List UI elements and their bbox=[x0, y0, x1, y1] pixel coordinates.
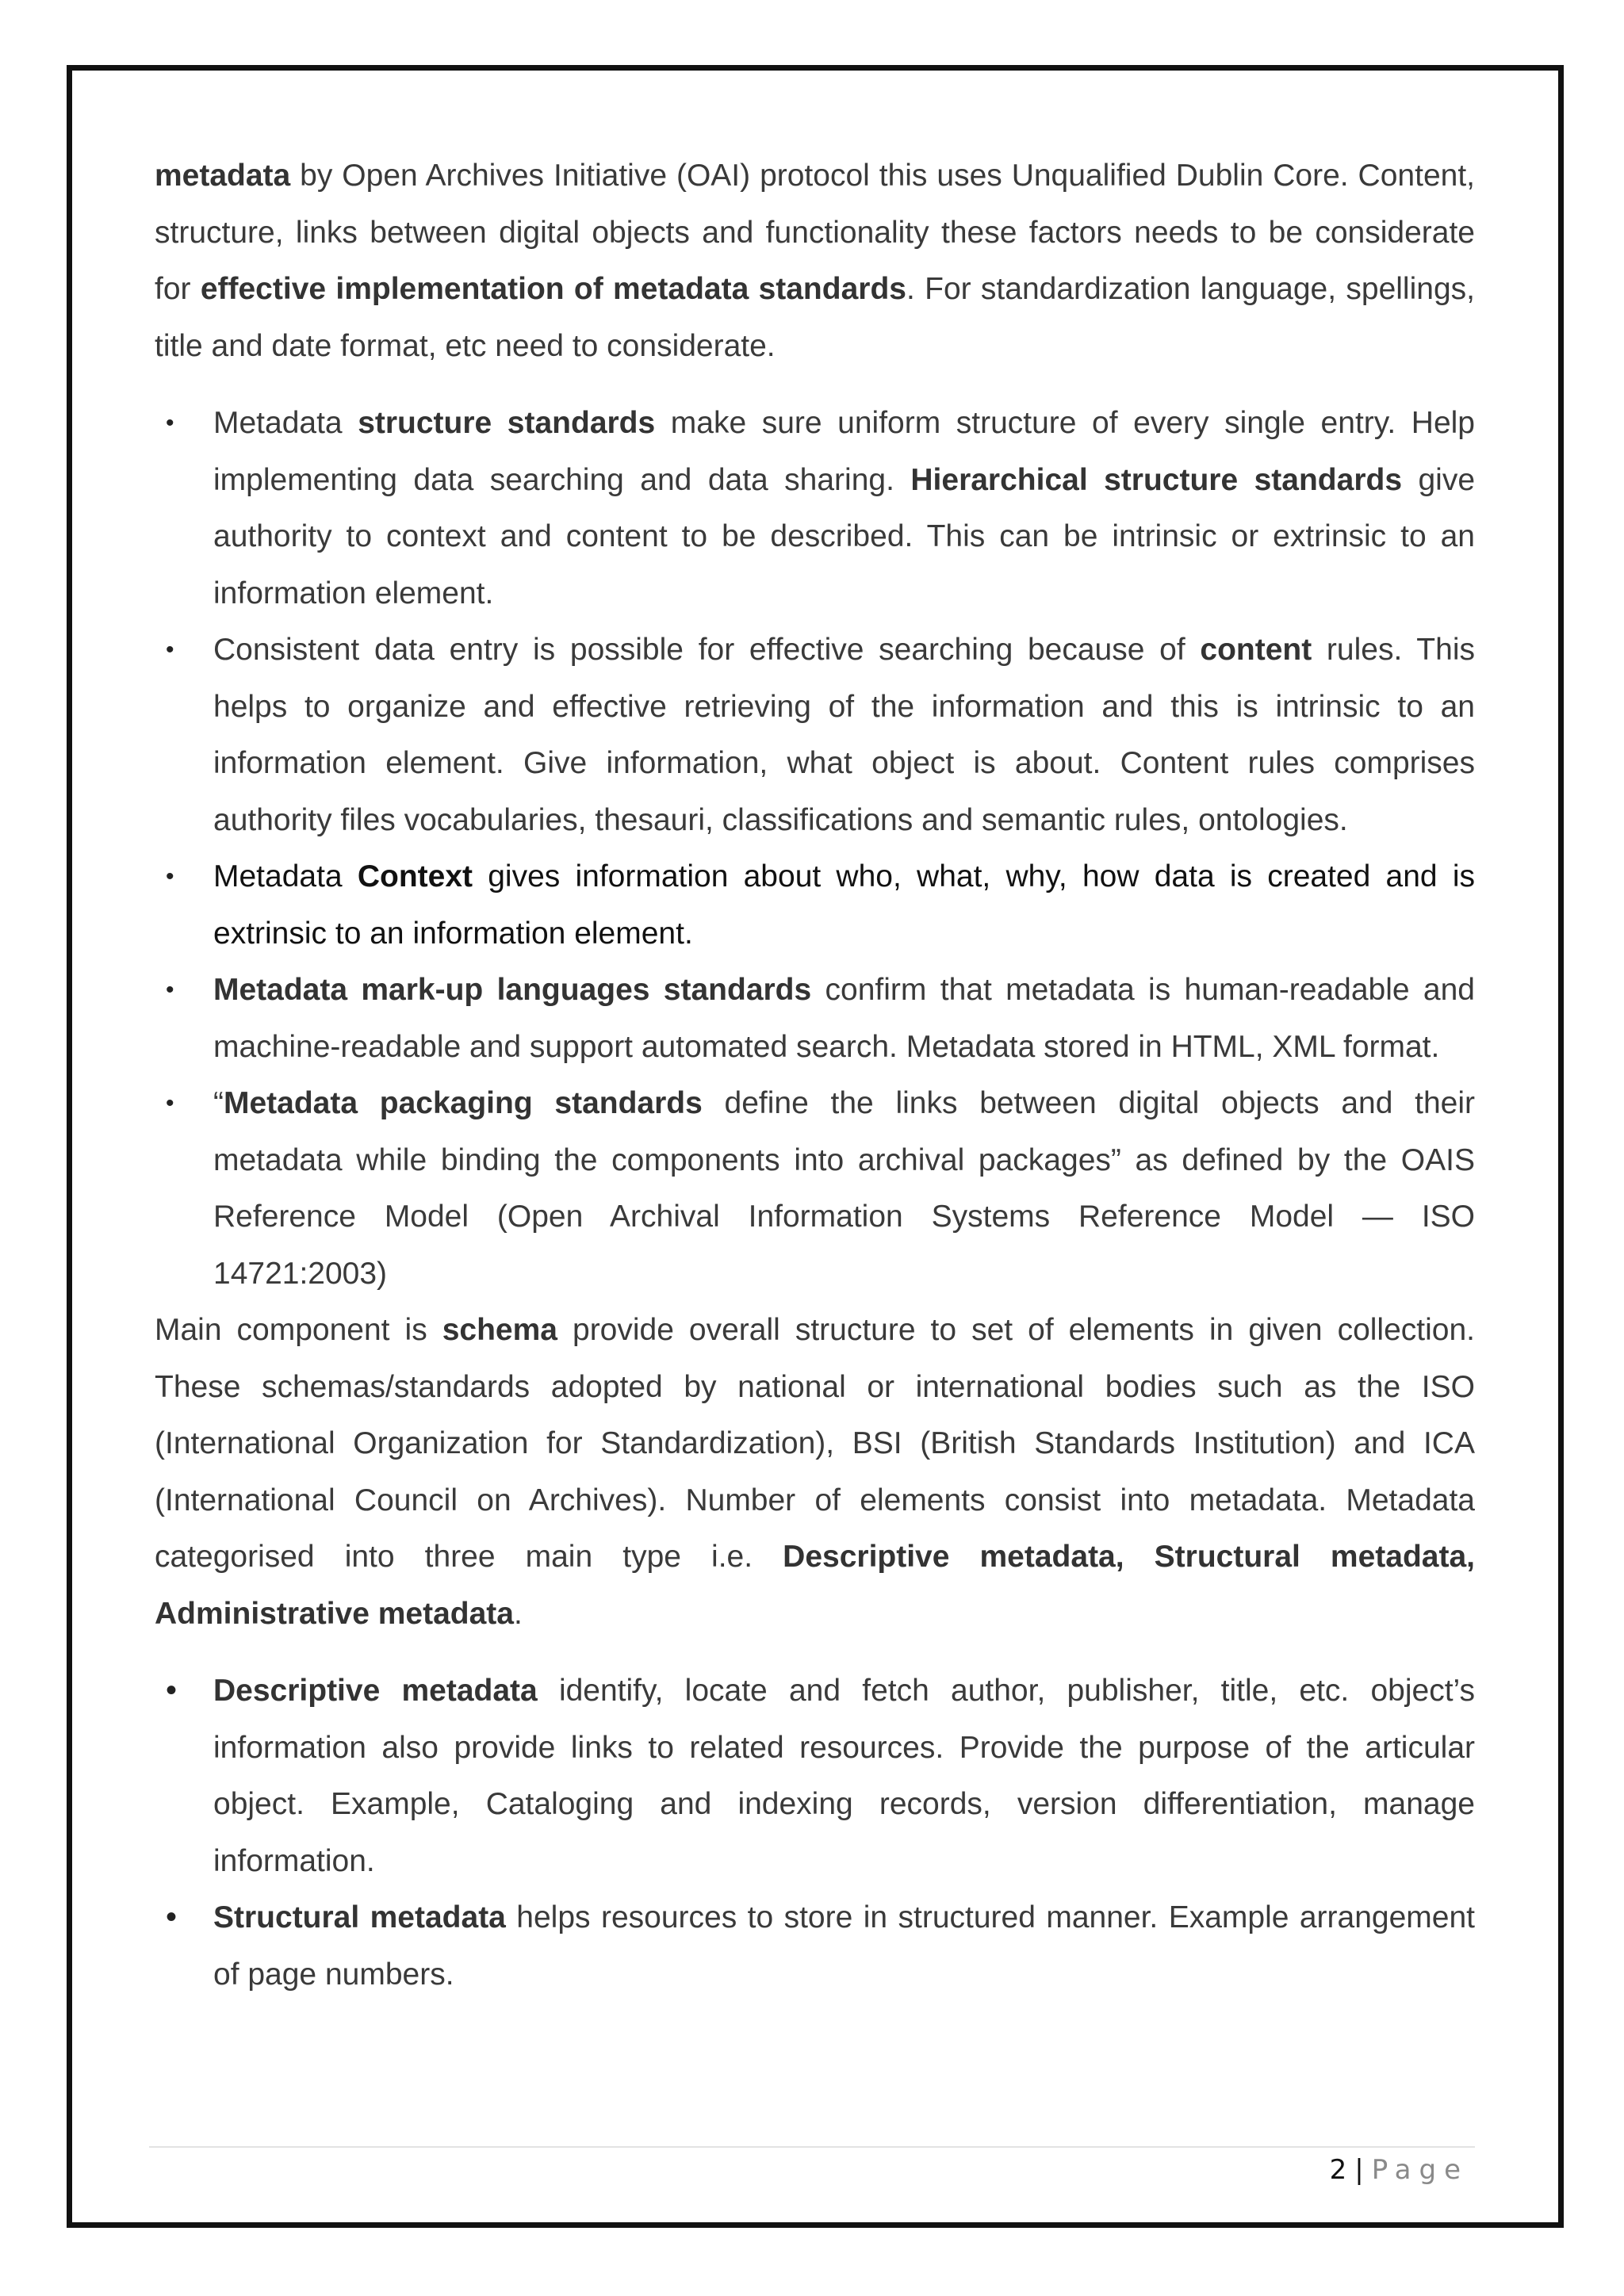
bold-term: Descriptive metadata bbox=[213, 1674, 538, 1708]
list-item bbox=[155, 1075, 1475, 1302]
document-body bbox=[155, 147, 1475, 2003]
bold-term: Metadata mark-up languages standards bbox=[213, 973, 812, 1007]
text-run: give authority to context and content to be described. This can be intrinsic or extrinsic to an information element. bbox=[213, 462, 1476, 610]
bold-term: Context bbox=[357, 859, 473, 894]
bullet-icon: • bbox=[166, 863, 174, 890]
list-item bbox=[155, 848, 1475, 962]
text-run: by Open Archives Initiative (OAI) protocol this uses Unqualified Dublin Core. Content, structure, links between digital objects and functionality these factors needs to be considerate for bbox=[155, 159, 1475, 306]
text-run: identify, locate and fetch author, publisher, title, etc. object’s information also provide links to related resources. Provide the purpose of the articular object. Example, Cataloging and indexing records, version differentiation, manage information. bbox=[213, 1674, 1476, 1878]
text-run: rules. This helps to organize and effective retrieving of the information and this is intrinsic to an information element. Give information, what object is about. Content rules comprises authority files vocabularies, thesauri, classifications and semantic rules, ontologies. bbox=[213, 633, 1475, 837]
list-item bbox=[155, 622, 1475, 848]
footer-separator: | bbox=[1354, 2154, 1364, 2186]
metadata-types-list bbox=[155, 1663, 1475, 2003]
bullet-icon: • bbox=[166, 1900, 178, 1934]
footer-divider bbox=[149, 2146, 1475, 2148]
bold-term: metadata bbox=[155, 159, 291, 193]
text-run: . For standardization language, spellings, title and date format, etc need to considerate. bbox=[155, 272, 1475, 363]
page-label: Page bbox=[1371, 2154, 1469, 2186]
text-run: . bbox=[513, 1596, 523, 1631]
bold-term: structure standards bbox=[358, 406, 656, 440]
text-run: “ bbox=[213, 1086, 224, 1120]
page-number: 2 bbox=[1329, 2154, 1347, 2186]
text-run: provide overall structure to set of elements in given collection. These schemas/standards adopted by national or international bodies such as the ISO (International Organization for Standardization), BSI (British Standards Institution) and ICA (International Council on Archives). Number of elements consist into metadata. Metadata categorised into three main type i.e. bbox=[155, 1313, 1475, 1574]
bold-term: Structural metadata bbox=[213, 1900, 506, 1934]
bold-term: effective implementation of metadata standards bbox=[200, 272, 906, 306]
text-run: define the links between digital objects and their metadata while binding the components into archival packages” as defined by the OAIS Reference Model (Open Archival Information Systems Reference Model — ISO 14721:2003) bbox=[213, 1086, 1475, 1291]
bullet-icon: • bbox=[166, 1673, 178, 1708]
text-run: confirm that metadata is human-readable and machine-readable and support automated search. Metadata stored in HTML, XML format. bbox=[213, 973, 1475, 1064]
page-footer bbox=[1330, 2150, 1469, 2190]
text-run: gives information about who, what, why, how data is created and is extrinsic to an information element. bbox=[213, 859, 1475, 951]
list-item bbox=[155, 1663, 1475, 1889]
schema-paragraph bbox=[155, 1302, 1475, 1642]
intro-paragraph bbox=[155, 147, 1475, 374]
bullet-icon: • bbox=[166, 1090, 174, 1116]
list-item bbox=[155, 962, 1475, 1075]
text-run: Consistent data entry is possible for effective searching because of bbox=[213, 633, 1201, 667]
bold-term: schema bbox=[442, 1313, 557, 1347]
bold-term: Metadata packaging standards bbox=[224, 1086, 703, 1120]
text-run: helps resources to store in structured manner. Example arrangement of page numbers. bbox=[213, 1900, 1475, 1992]
text-run: Metadata bbox=[213, 406, 358, 440]
bullet-icon: • bbox=[166, 977, 174, 1003]
bullet-icon: • bbox=[166, 637, 174, 663]
text-run: Metadata bbox=[213, 859, 358, 894]
bullet-icon: • bbox=[166, 410, 174, 436]
bold-term: content bbox=[1200, 633, 1312, 667]
list-item bbox=[155, 395, 1475, 622]
bold-term: Descriptive metadata, Structural metadata, Administrative metadata bbox=[155, 1540, 1476, 1631]
list-item bbox=[155, 1889, 1475, 2003]
text-run: Main component is bbox=[155, 1313, 442, 1347]
text-run: make sure uniform structure of every single entry. Help implementing data searching and data sharing. bbox=[213, 406, 1475, 497]
bold-term: Hierarchical structure standards bbox=[910, 462, 1403, 497]
standards-list bbox=[155, 395, 1475, 1302]
